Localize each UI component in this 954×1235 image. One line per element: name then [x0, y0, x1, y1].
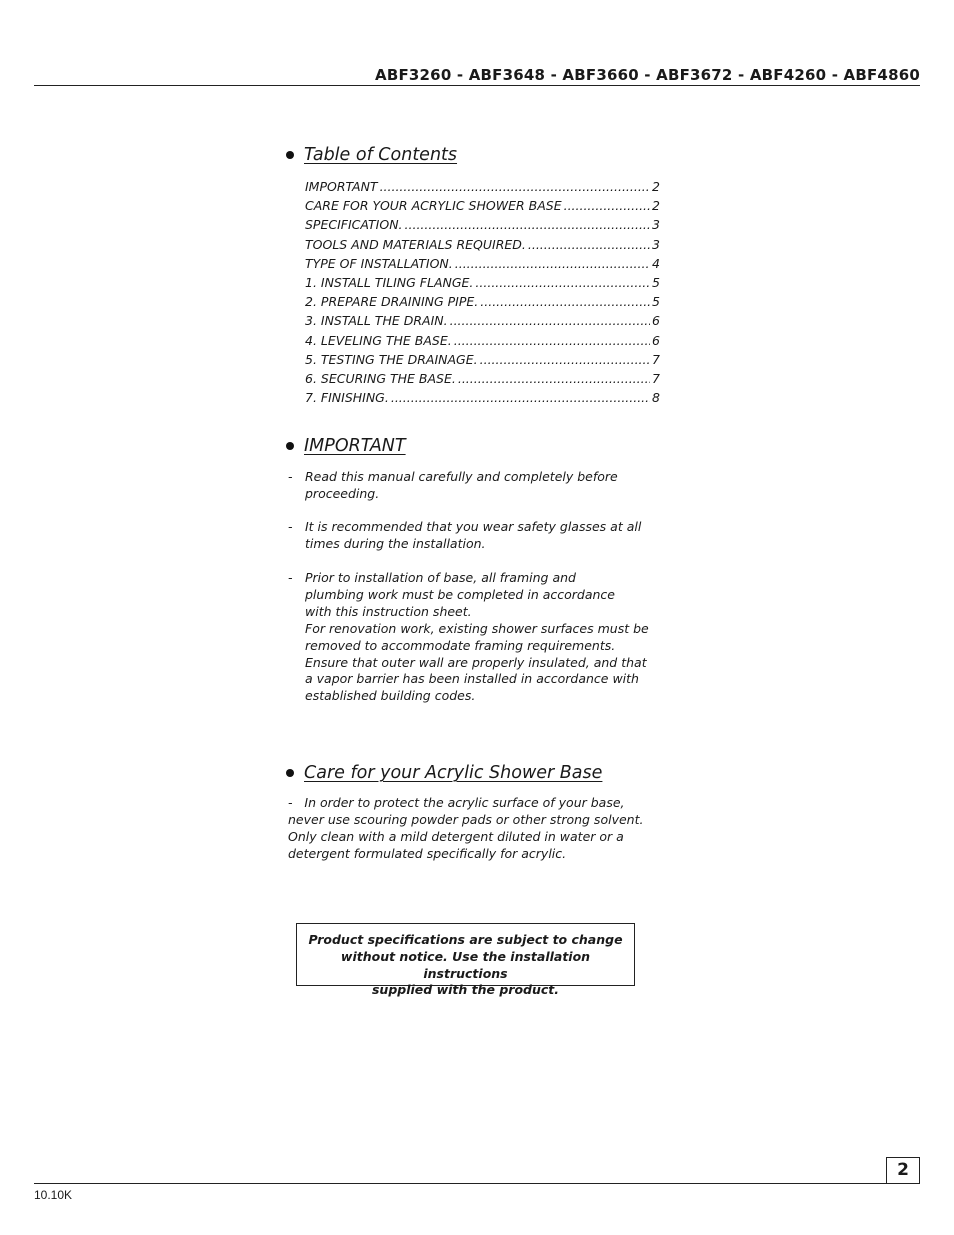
document-code: 10.10K — [34, 1188, 73, 1202]
toc-dot-leader — [380, 179, 650, 194]
notice-line: Product specifications are subject to change — [308, 932, 623, 947]
toc-entry-label: IMPORTANT — [305, 179, 378, 194]
toc-entry-page: 2 — [652, 179, 660, 194]
toc-dot-leader — [475, 275, 650, 290]
toc-entry[interactable] — [305, 275, 660, 294]
toc-dot-leader — [454, 333, 650, 348]
toc-entry-label: 2. PREPARE DRAINING PIPE. — [305, 294, 479, 310]
item-line: a vapor barrier has been installed in accordance with — [305, 671, 639, 687]
toc-dot-leader — [480, 352, 650, 367]
toc-entry-page: 2 — [652, 198, 660, 214]
toc-dot-leader — [528, 237, 650, 252]
toc-heading-text: Table of Contents — [304, 145, 458, 165]
toc-dot-leader — [564, 198, 650, 213]
toc-entry[interactable] — [305, 352, 660, 371]
toc-heading — [286, 145, 457, 165]
care-line: Only clean with a mild detergent diluted in water or a — [288, 828, 624, 844]
toc-entry[interactable] — [305, 217, 660, 236]
toc-entry[interactable] — [305, 333, 660, 352]
table-of-contents — [305, 179, 660, 409]
product-notice-box — [296, 923, 635, 998]
toc-entry-label: 1. INSTALL TILING FLANGE. — [305, 274, 474, 290]
header-rule — [34, 85, 920, 86]
care-heading — [286, 763, 602, 783]
item-line: For renovation work, existing shower surfaces must be — [305, 620, 649, 636]
toc-dot-leader — [480, 294, 650, 309]
item-line: established building codes. — [305, 688, 476, 704]
important-heading-text: IMPORTANT — [304, 436, 406, 456]
toc-entry-label: TOOLS AND MATERIALS REQUIRED. — [305, 236, 526, 252]
toc-entry-label: SPECIFICATION. — [305, 217, 403, 233]
important-item — [288, 570, 668, 705]
toc-entry[interactable] — [305, 371, 660, 390]
dash-marker: - — [288, 570, 293, 585]
bullet-icon — [286, 151, 294, 159]
item-line: with this instruction sheet. — [305, 603, 472, 619]
toc-entry[interactable] — [305, 179, 660, 198]
care-heading-text: Care for your Acrylic Shower Base — [304, 763, 603, 783]
toc-entry-label: CARE FOR YOUR ACRYLIC SHOWER BASE — [305, 198, 562, 214]
toc-entry-label: 5. TESTING THE DRAINAGE. — [305, 351, 478, 367]
care-line: never use scouring powder pads or other strong solvent. — [288, 811, 644, 827]
toc-entry-page: 4 — [652, 255, 660, 271]
toc-entry-page: 6 — [652, 313, 660, 329]
toc-entry[interactable] — [305, 237, 660, 256]
toc-entry-label: 3. INSTALL THE DRAIN. — [305, 313, 448, 329]
toc-entry-label: 7. FINISHING. — [305, 390, 389, 406]
toc-entry-page: 5 — [652, 294, 660, 310]
bullet-icon — [286, 769, 294, 777]
toc-dot-leader — [450, 313, 650, 328]
item-line: Read this manual carefully and completely before — [305, 469, 618, 484]
toc-entry[interactable] — [305, 313, 660, 332]
care-paragraph — [288, 795, 668, 863]
important-item — [288, 519, 668, 553]
toc-entry[interactable] — [305, 198, 660, 217]
toc-entry-page: 3 — [652, 217, 660, 233]
important-heading — [286, 436, 406, 456]
toc-entry[interactable] — [305, 390, 660, 409]
item-line: Prior to installation of base, all framing and — [305, 570, 576, 585]
dash-marker: - — [288, 519, 293, 534]
toc-entry[interactable] — [305, 294, 660, 313]
item-line: It is recommended that you wear safety glasses at all — [305, 519, 642, 534]
care-line: detergent formulated specifically for acrylic. — [288, 845, 567, 861]
notice-line: supplied with the product. — [371, 982, 560, 998]
toc-entry-page: 8 — [652, 390, 660, 406]
notice-line: without notice. Use the installation instructions — [340, 948, 591, 981]
toc-entry-label: 6. SECURING THE BASE. — [305, 370, 456, 386]
bullet-icon — [286, 442, 294, 450]
item-line: times during the installation. — [305, 535, 486, 551]
toc-entry[interactable] — [305, 256, 660, 275]
toc-entry-page: 6 — [652, 332, 660, 348]
footer-rule — [34, 1183, 920, 1184]
toc-entry-page: 5 — [652, 274, 660, 290]
item-line: removed to accommodate framing requirements. — [305, 637, 616, 653]
page-number: 2 — [886, 1157, 920, 1184]
item-line: plumbing work must be completed in accordance — [305, 586, 615, 602]
toc-dot-leader — [458, 371, 650, 386]
toc-entry-page: 7 — [652, 351, 660, 367]
toc-dot-leader — [405, 217, 651, 232]
toc-entry-label: 4. LEVELING THE BASE. — [305, 332, 452, 348]
toc-entry-label: TYPE OF INSTALLATION. — [305, 255, 453, 271]
item-line: proceeding. — [305, 485, 380, 501]
toc-entry-page: 3 — [652, 236, 660, 252]
care-line: - In order to protect the acrylic surface of your base, — [288, 795, 625, 810]
document-model-list: ABF3260 - ABF3648 - ABF3660 - ABF3672 - ABF4260 - ABF4860 — [375, 66, 920, 84]
toc-dot-leader — [455, 256, 650, 271]
toc-dot-leader — [391, 390, 650, 405]
dash-marker: - — [288, 469, 293, 484]
important-item — [288, 469, 668, 503]
item-line: Ensure that outer wall are properly insulated, and that — [305, 654, 647, 670]
toc-entry-page: 7 — [652, 370, 660, 386]
